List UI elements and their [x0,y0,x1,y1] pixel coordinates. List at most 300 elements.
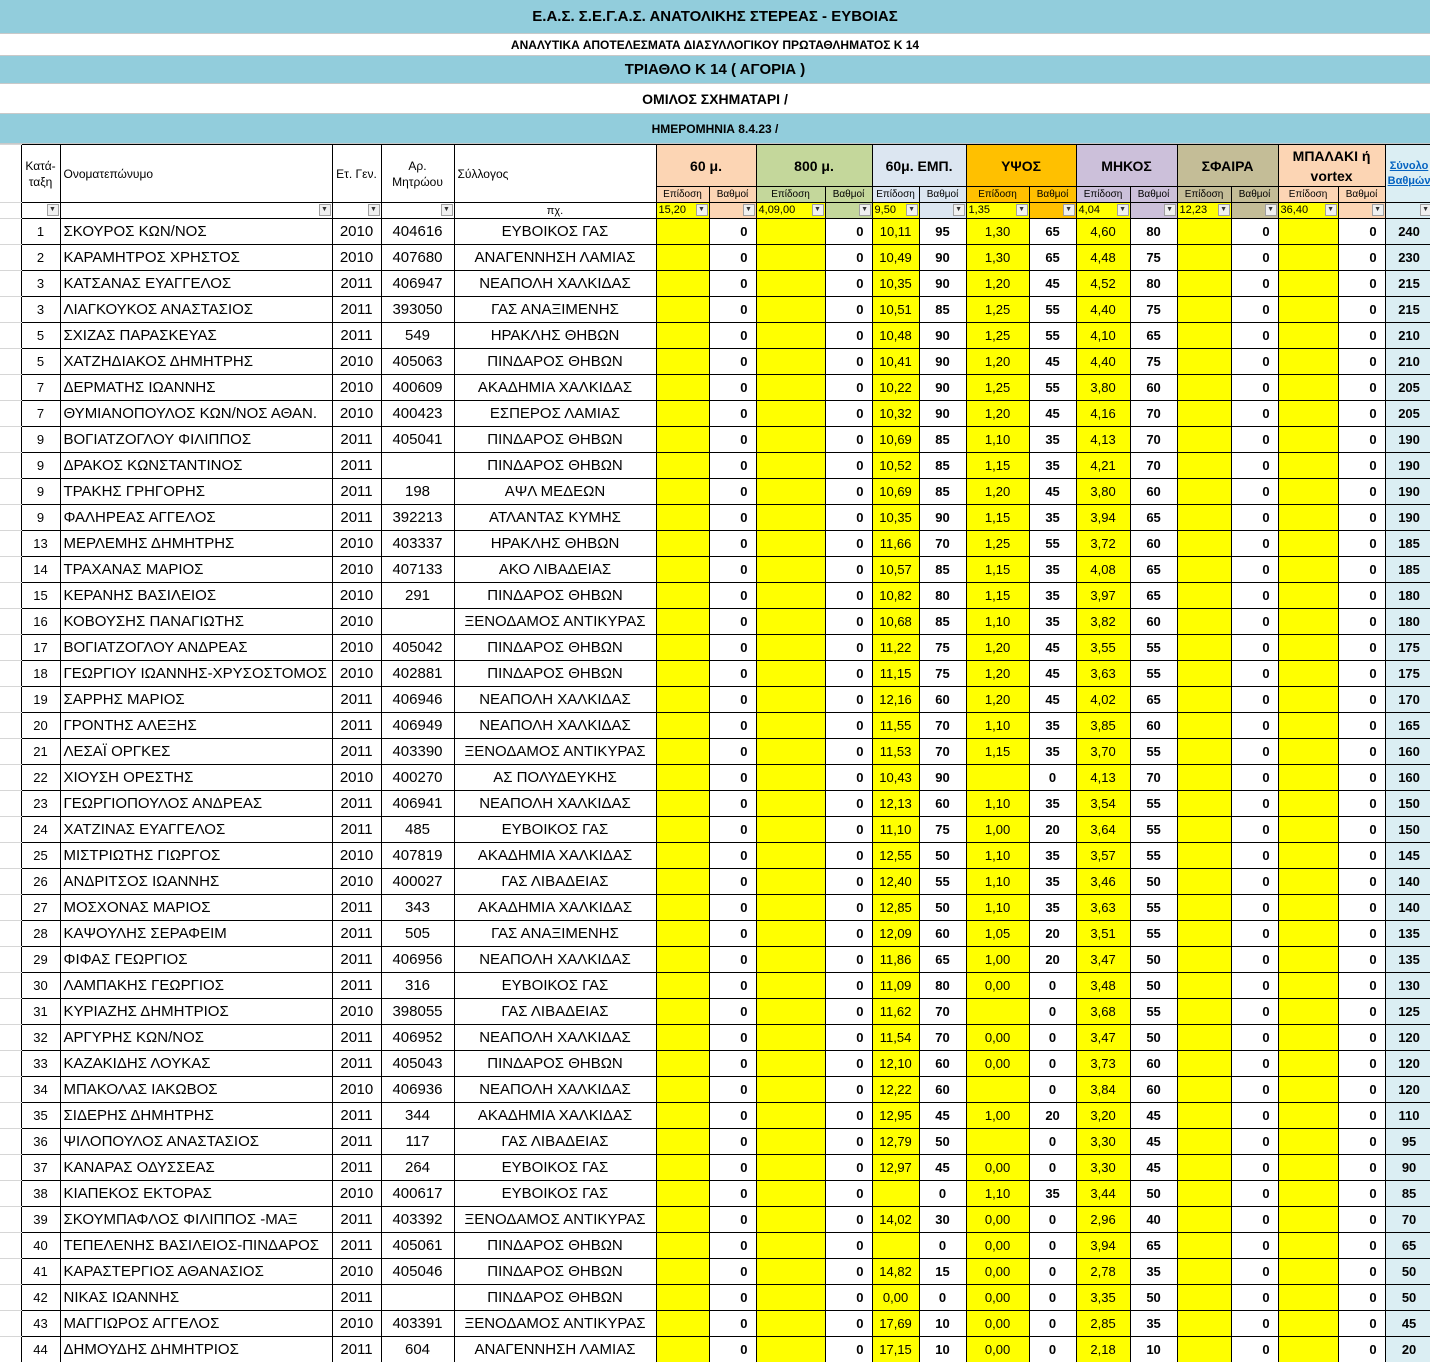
pts-lj-cell[interactable]: 55 [1130,739,1177,765]
perf-lj-cell[interactable]: 4,13 [1076,765,1130,791]
perf-60h-cell[interactable] [872,1233,919,1259]
reg-cell[interactable]: 406947 [381,271,454,297]
club-cell[interactable]: ΞΕΝΟΔΑΜΟΣ ΑΝΤΙΚΥΡΑΣ [454,609,656,635]
rank-cell[interactable]: 30 [21,973,60,999]
pts-bl-cell[interactable]: 0 [1338,271,1385,297]
total-cell[interactable]: 70 [1385,1207,1430,1233]
pts-60h-cell[interactable]: 50 [919,843,966,869]
pts-60h-cell[interactable]: 60 [919,1051,966,1077]
name-cell[interactable]: ΣΚΟΥΡΟΣ ΚΩΝ/ΝΟΣ [60,219,332,245]
perf-hj-cell[interactable]: 1,00 [966,947,1029,973]
rank-cell[interactable]: 9 [21,427,60,453]
pts-bl-cell[interactable]: 0 [1338,739,1385,765]
perf-60h-cell[interactable]: 12,16 [872,687,919,713]
filter-bl-pts[interactable] [1338,203,1385,219]
perf-lj-cell[interactable]: 4,21 [1076,453,1130,479]
perf-800-cell[interactable] [756,297,825,323]
perf-800-cell[interactable] [756,323,825,349]
name-cell[interactable]: ΔΕΡΜΑΤΗΣ ΙΩΑΝΝΗΣ [60,375,332,401]
pts-lj-cell[interactable]: 65 [1130,687,1177,713]
perf-bl-cell[interactable] [1278,947,1338,973]
rank-cell[interactable]: 34 [21,1077,60,1103]
pts-hj-cell[interactable]: 0 [1029,1233,1076,1259]
pts-bl-cell[interactable]: 0 [1338,427,1385,453]
dropdown-arrow-icon[interactable]: ▼ [953,204,965,216]
total-cell[interactable]: 190 [1385,479,1430,505]
perf-sp-cell[interactable] [1177,349,1231,375]
club-cell[interactable]: ΝΕΑΠΟΛΗ ΧΑΛΚΙΔΑΣ [454,947,656,973]
perf-bl-cell[interactable] [1278,297,1338,323]
perf-bl-cell[interactable] [1278,1051,1338,1077]
rank-cell[interactable]: 7 [21,375,60,401]
pts-60h-cell[interactable]: 70 [919,999,966,1025]
name-cell[interactable]: ΓΕΩΡΓΙΟΠΟΥΛΟΣ ΑΝΔΡΕΑΣ [60,791,332,817]
pts-60-cell[interactable]: 0 [709,1311,756,1337]
perf-hj-cell[interactable]: 0,00 [966,1051,1029,1077]
perf-bl-cell[interactable] [1278,1025,1338,1051]
rank-cell[interactable]: 9 [21,453,60,479]
total-cell[interactable]: 50 [1385,1285,1430,1311]
perf-hj-cell[interactable]: 0,00 [966,1259,1029,1285]
pts-60h-cell[interactable]: 90 [919,349,966,375]
reg-cell[interactable]: 405042 [381,635,454,661]
year-cell[interactable]: 2011 [332,973,381,999]
pts-60h-cell[interactable]: 60 [919,791,966,817]
filter-sp-pts[interactable] [1231,203,1278,219]
total-cell[interactable]: 185 [1385,531,1430,557]
perf-lj-cell[interactable]: 2,96 [1076,1207,1130,1233]
perf-hj-cell[interactable]: 1,25 [966,297,1029,323]
perf-sp-cell[interactable] [1177,453,1231,479]
perf-800-cell[interactable] [756,453,825,479]
perf-800-cell[interactable] [756,531,825,557]
perf-60-cell[interactable] [656,245,709,271]
pts-hj-cell[interactable]: 55 [1029,323,1076,349]
perf-bl-cell[interactable] [1278,817,1338,843]
reg-cell[interactable]: 549 [381,323,454,349]
name-cell[interactable]: ΒΟΓΙΑΤΖΟΓΛΟΥ ΑΝΔΡΕΑΣ [60,635,332,661]
total-cell[interactable]: 85 [1385,1181,1430,1207]
rank-cell[interactable]: 9 [21,479,60,505]
year-cell[interactable]: 2011 [332,1233,381,1259]
pts-sp-cell[interactable]: 0 [1231,687,1278,713]
perf-hj-cell[interactable]: 1,10 [966,869,1029,895]
pts-bl-cell[interactable]: 0 [1338,921,1385,947]
perf-sp-cell[interactable] [1177,661,1231,687]
perf-800-cell[interactable] [756,1337,825,1362]
pts-sp-cell[interactable]: 0 [1231,1259,1278,1285]
pts-lj-cell[interactable]: 60 [1130,1077,1177,1103]
perf-hj-cell[interactable]: 1,15 [966,453,1029,479]
pts-hj-cell[interactable]: 35 [1029,453,1076,479]
total-cell[interactable]: 215 [1385,271,1430,297]
name-cell[interactable]: ΛΑΜΠΑΚΗΣ ΓΕΩΡΓΙΟΣ [60,973,332,999]
perf-bl-cell[interactable] [1278,661,1338,687]
perf-hj-cell[interactable]: 1,25 [966,323,1029,349]
pts-bl-cell[interactable]: 0 [1338,661,1385,687]
perf-800-cell[interactable] [756,635,825,661]
name-cell[interactable]: ΛΙΑΓΚΟΥΚΟΣ ΑΝΑΣΤΑΣΙΟΣ [60,297,332,323]
name-cell[interactable]: ΧΑΤΖΗΔΙΑΚΟΣ ΔΗΜΗΤΡΗΣ [60,349,332,375]
reg-cell[interactable]: 403390 [381,739,454,765]
pts-hj-cell[interactable]: 55 [1029,531,1076,557]
pts-bl-cell[interactable]: 0 [1338,947,1385,973]
pts-sp-cell[interactable]: 0 [1231,349,1278,375]
perf-800-cell[interactable] [756,713,825,739]
club-cell[interactable]: ΝΕΑΠΟΛΗ ΧΑΛΚΙΔΑΣ [454,713,656,739]
pts-800-cell[interactable]: 0 [825,1077,872,1103]
perf-800-cell[interactable] [756,739,825,765]
perf-60-cell[interactable] [656,1051,709,1077]
pts-hj-cell[interactable]: 20 [1029,947,1076,973]
name-cell[interactable]: ΣΚΟΥΜΠΑΦΛΟΣ ΦΙΛΙΠΠΟΣ -ΜΑΞ [60,1207,332,1233]
pts-800-cell[interactable]: 0 [825,1337,872,1362]
perf-800-cell[interactable] [756,1207,825,1233]
pts-800-cell[interactable]: 0 [825,1285,872,1311]
perf-lj-cell[interactable]: 3,57 [1076,843,1130,869]
pts-sp-cell[interactable]: 0 [1231,557,1278,583]
pts-60h-cell[interactable]: 75 [919,661,966,687]
pts-60-cell[interactable]: 0 [709,427,756,453]
pts-sp-cell[interactable]: 0 [1231,1207,1278,1233]
filter-hj-perf[interactable] [966,203,1029,219]
pts-sp-cell[interactable]: 0 [1231,245,1278,271]
total-cell[interactable]: 120 [1385,1051,1430,1077]
year-cell[interactable]: 2011 [332,921,381,947]
pts-60-cell[interactable]: 0 [709,245,756,271]
perf-60h-cell[interactable]: 10,22 [872,375,919,401]
perf-bl-cell[interactable] [1278,1207,1338,1233]
year-cell[interactable]: 2011 [332,817,381,843]
perf-lj-cell[interactable]: 2,78 [1076,1259,1130,1285]
pts-800-cell[interactable]: 0 [825,505,872,531]
pts-sp-cell[interactable]: 0 [1231,921,1278,947]
name-cell[interactable]: ΑΝΔΡΙΤΣΟΣ ΙΩΑΝΝΗΣ [60,869,332,895]
year-cell[interactable]: 2010 [332,869,381,895]
pts-60h-cell[interactable]: 10 [919,1311,966,1337]
name-cell[interactable]: ΛΕΣΑΪ ΟΡΓΚΕΣ [60,739,332,765]
perf-60h-cell[interactable]: 10,49 [872,245,919,271]
perf-800-cell[interactable] [756,1285,825,1311]
perf-800-cell[interactable] [756,1129,825,1155]
pts-60h-cell[interactable]: 15 [919,1259,966,1285]
club-cell[interactable]: ΓΑΣ ΑΝΑΞΙΜΕΝΗΣ [454,297,656,323]
pts-sp-cell[interactable]: 0 [1231,1285,1278,1311]
pts-60-cell[interactable]: 0 [709,323,756,349]
perf-800-cell[interactable] [756,479,825,505]
rank-cell[interactable]: 5 [21,323,60,349]
filter-60-perf[interactable] [656,203,709,219]
filter-sp-perf[interactable] [1177,203,1231,219]
reg-cell[interactable]: 400270 [381,765,454,791]
perf-lj-cell[interactable]: 3,47 [1076,947,1130,973]
pts-lj-cell[interactable]: 60 [1130,479,1177,505]
perf-lj-cell[interactable]: 3,47 [1076,1025,1130,1051]
perf-sp-cell[interactable] [1177,817,1231,843]
name-cell[interactable]: ΦΙΦΑΣ ΓΕΩΡΓΙΟΣ [60,947,332,973]
reg-cell[interactable]: 403391 [381,1311,454,1337]
pts-sp-cell[interactable]: 0 [1231,947,1278,973]
pts-bl-cell[interactable]: 0 [1338,1103,1385,1129]
pts-lj-cell[interactable]: 70 [1130,427,1177,453]
year-cell[interactable]: 2010 [332,661,381,687]
name-cell[interactable]: ΚΑΤΣΑΝΑΣ ΕΥΑΓΓΕΛΟΣ [60,271,332,297]
dropdown-arrow-icon[interactable]: ▼ [743,204,755,216]
rank-cell[interactable]: 22 [21,765,60,791]
pts-60-cell[interactable]: 0 [709,661,756,687]
perf-lj-cell[interactable]: 3,48 [1076,973,1130,999]
pts-60-cell[interactable]: 0 [709,1285,756,1311]
perf-60h-cell[interactable]: 11,54 [872,1025,919,1051]
perf-60h-cell[interactable]: 11,15 [872,661,919,687]
pts-lj-cell[interactable]: 55 [1130,921,1177,947]
reg-cell[interactable]: 406956 [381,947,454,973]
total-cell[interactable]: 175 [1385,661,1430,687]
perf-lj-cell[interactable]: 3,30 [1076,1155,1130,1181]
rank-cell[interactable]: 29 [21,947,60,973]
total-cell[interactable]: 120 [1385,1077,1430,1103]
pts-60-cell[interactable]: 0 [709,1337,756,1362]
pts-lj-cell[interactable]: 40 [1130,1207,1177,1233]
perf-lj-cell[interactable]: 3,94 [1076,1233,1130,1259]
perf-lj-cell[interactable]: 3,68 [1076,999,1130,1025]
year-cell[interactable]: 2011 [332,1155,381,1181]
reg-cell[interactable]: 264 [381,1155,454,1181]
pts-sp-cell[interactable]: 0 [1231,739,1278,765]
perf-60-cell[interactable] [656,297,709,323]
pts-sp-cell[interactable]: 0 [1231,895,1278,921]
rank-cell[interactable]: 5 [21,349,60,375]
perf-60-cell[interactable] [656,583,709,609]
reg-cell[interactable]: 393050 [381,297,454,323]
name-cell[interactable]: ΜΑΓΓΙΩΡΟΣ ΑΓΓΕΛΟΣ [60,1311,332,1337]
pts-60h-cell[interactable]: 50 [919,1129,966,1155]
name-cell[interactable]: ΤΕΠΕΛΕΝΗΣ ΒΑΣΙΛΕΙΟΣ-ΠΙΝΔΑΡΟΣ [60,1233,332,1259]
perf-800-cell[interactable] [756,1311,825,1337]
perf-800-cell[interactable] [756,765,825,791]
club-cell[interactable]: ΠΙΝΔΑΡΟΣ ΘΗΒΩΝ [454,1259,656,1285]
perf-60h-cell[interactable]: 11,22 [872,635,919,661]
perf-60-cell[interactable] [656,1311,709,1337]
perf-bl-cell[interactable] [1278,869,1338,895]
pts-bl-cell[interactable]: 0 [1338,999,1385,1025]
total-cell[interactable]: 170 [1385,687,1430,713]
pts-hj-cell[interactable]: 35 [1029,505,1076,531]
year-cell[interactable]: 2010 [332,219,381,245]
perf-hj-cell[interactable]: 0,00 [966,1155,1029,1181]
club-cell[interactable]: ΕΥΒΟΙΚΟΣ ΓΑΣ [454,973,656,999]
year-cell[interactable]: 2010 [332,999,381,1025]
reg-cell[interactable]: 117 [381,1129,454,1155]
perf-hj-cell[interactable]: 1,05 [966,921,1029,947]
dropdown-arrow-icon[interactable]: ▼ [441,204,453,216]
pts-sp-cell[interactable]: 0 [1231,1025,1278,1051]
perf-hj-cell[interactable]: 1,00 [966,1103,1029,1129]
pts-lj-cell[interactable]: 75 [1130,297,1177,323]
pts-bl-cell[interactable]: 0 [1338,349,1385,375]
club-cell[interactable]: ΑΚΑΔΗΜΙΑ ΧΑΛΚΙΔΑΣ [454,1103,656,1129]
total-cell[interactable]: 150 [1385,791,1430,817]
year-cell[interactable]: 2011 [332,427,381,453]
perf-bl-cell[interactable] [1278,271,1338,297]
pts-60h-cell[interactable]: 30 [919,1207,966,1233]
perf-800-cell[interactable] [756,557,825,583]
pts-hj-cell[interactable]: 0 [1029,973,1076,999]
name-cell[interactable]: ΚΟΒΟΥΣΗΣ ΠΑΝΑΓΙΩΤΗΣ [60,609,332,635]
name-cell[interactable]: ΚΙΑΠΕΚΟΣ ΕΚΤΟΡΑΣ [60,1181,332,1207]
year-cell[interactable]: 2011 [332,1103,381,1129]
rank-cell[interactable]: 37 [21,1155,60,1181]
perf-800-cell[interactable] [756,1181,825,1207]
pts-60h-cell[interactable]: 85 [919,609,966,635]
perf-800-cell[interactable] [756,1025,825,1051]
perf-60h-cell[interactable]: 12,85 [872,895,919,921]
pts-sp-cell[interactable]: 0 [1231,271,1278,297]
total-cell[interactable]: 205 [1385,375,1430,401]
perf-hj-cell[interactable]: 1,15 [966,557,1029,583]
rank-cell[interactable]: 39 [21,1207,60,1233]
year-cell[interactable]: 2010 [332,1259,381,1285]
name-cell[interactable]: ΘΥΜΙΑΝΟΠΟΥΛΟΣ ΚΩΝ/ΝΟΣ ΑΘΑΝ. [60,401,332,427]
perf-hj-cell[interactable] [966,765,1029,791]
total-cell[interactable]: 95 [1385,1129,1430,1155]
total-cell[interactable]: 135 [1385,921,1430,947]
club-cell[interactable]: ΝΕΑΠΟΛΗ ΧΑΛΚΙΔΑΣ [454,687,656,713]
reg-cell[interactable]: 404616 [381,219,454,245]
pts-hj-cell[interactable]: 45 [1029,687,1076,713]
year-cell[interactable]: 2011 [332,297,381,323]
dropdown-arrow-icon[interactable]: ▼ [47,204,59,216]
pts-800-cell[interactable]: 0 [825,1025,872,1051]
pts-lj-cell[interactable]: 45 [1130,1129,1177,1155]
perf-60-cell[interactable] [656,973,709,999]
pts-sp-cell[interactable]: 0 [1231,1233,1278,1259]
perf-800-cell[interactable] [756,817,825,843]
perf-sp-cell[interactable] [1177,1285,1231,1311]
pts-sp-cell[interactable]: 0 [1231,1155,1278,1181]
perf-hj-cell[interactable]: 0,00 [966,1233,1029,1259]
perf-sp-cell[interactable] [1177,245,1231,271]
rank-cell[interactable]: 44 [21,1337,60,1362]
perf-bl-cell[interactable] [1278,375,1338,401]
perf-60h-cell[interactable]: 11,53 [872,739,919,765]
pts-lj-cell[interactable]: 65 [1130,1233,1177,1259]
perf-bl-cell[interactable] [1278,895,1338,921]
perf-60-cell[interactable] [656,375,709,401]
perf-60h-cell[interactable]: 10,48 [872,323,919,349]
reg-cell[interactable]: 405061 [381,1233,454,1259]
perf-sp-cell[interactable] [1177,505,1231,531]
perf-sp-cell[interactable] [1177,1025,1231,1051]
dropdown-arrow-icon[interactable]: ▼ [812,204,824,216]
pts-hj-cell[interactable]: 35 [1029,869,1076,895]
total-cell[interactable]: 165 [1385,713,1430,739]
perf-60-cell[interactable] [656,1259,709,1285]
club-cell[interactable]: ΑΨΛ ΜΕΔΕΩΝ [454,479,656,505]
pts-bl-cell[interactable]: 0 [1338,635,1385,661]
rank-cell[interactable]: 31 [21,999,60,1025]
club-cell[interactable]: ΠΙΝΔΑΡΟΣ ΘΗΒΩΝ [454,427,656,453]
perf-hj-cell[interactable]: 1,25 [966,531,1029,557]
pts-60-cell[interactable]: 0 [709,947,756,973]
year-cell[interactable]: 2010 [332,557,381,583]
club-cell[interactable]: ΑΚΟ ΛΙΒΑΔΕΙΑΣ [454,557,656,583]
rank-cell[interactable]: 15 [21,583,60,609]
total-cell[interactable]: 90 [1385,1155,1430,1181]
perf-60-cell[interactable] [656,1207,709,1233]
perf-lj-cell[interactable]: 2,18 [1076,1337,1130,1362]
perf-60h-cell[interactable]: 10,69 [872,479,919,505]
pts-800-cell[interactable]: 0 [825,1103,872,1129]
club-cell[interactable]: ΑΚΑΔΗΜΙΑ ΧΑΛΚΙΔΑΣ [454,375,656,401]
pts-bl-cell[interactable]: 0 [1338,687,1385,713]
pts-800-cell[interactable]: 0 [825,973,872,999]
perf-60h-cell[interactable]: 10,41 [872,349,919,375]
perf-bl-cell[interactable] [1278,1233,1338,1259]
pts-hj-cell[interactable]: 0 [1029,1285,1076,1311]
perf-sp-cell[interactable] [1177,323,1231,349]
pts-60h-cell[interactable]: 60 [919,1077,966,1103]
perf-bl-cell[interactable] [1278,401,1338,427]
reg-cell[interactable]: 406949 [381,713,454,739]
filter-lj-pts[interactable] [1130,203,1177,219]
pts-800-cell[interactable]: 0 [825,453,872,479]
club-cell[interactable]: ΑΣ ΠΟΛΥΔΕΥΚΗΣ [454,765,656,791]
reg-cell[interactable]: 406941 [381,791,454,817]
pts-bl-cell[interactable]: 0 [1338,895,1385,921]
club-cell[interactable]: ΗΡΑΚΛΗΣ ΘΗΒΩΝ [454,531,656,557]
total-cell[interactable]: 50 [1385,1259,1430,1285]
reg-cell[interactable]: 400617 [381,1181,454,1207]
perf-sp-cell[interactable] [1177,479,1231,505]
club-cell[interactable]: ΑΚΑΔΗΜΙΑ ΧΑΛΚΙΔΑΣ [454,895,656,921]
perf-sp-cell[interactable] [1177,1181,1231,1207]
pts-hj-cell[interactable]: 35 [1029,791,1076,817]
perf-60h-cell[interactable]: 10,52 [872,453,919,479]
filter-hj-pts[interactable] [1029,203,1076,219]
rank-cell[interactable]: 7 [21,401,60,427]
pts-sp-cell[interactable]: 0 [1231,583,1278,609]
filter-rank[interactable] [21,203,60,219]
pts-bl-cell[interactable]: 0 [1338,323,1385,349]
year-cell[interactable]: 2010 [332,375,381,401]
perf-60-cell[interactable] [656,947,709,973]
perf-hj-cell[interactable]: 1,10 [966,843,1029,869]
pts-800-cell[interactable]: 0 [825,817,872,843]
dropdown-arrow-icon[interactable]: ▼ [1265,204,1277,216]
club-cell[interactable]: ΠΙΝΔΑΡΟΣ ΘΗΒΩΝ [454,1051,656,1077]
pts-lj-cell[interactable]: 55 [1130,635,1177,661]
name-cell[interactable]: ΜΙΣΤΡΙΩΤΗΣ ΓΙΩΡΓΟΣ [60,843,332,869]
perf-hj-cell[interactable]: 0,00 [966,1285,1029,1311]
dropdown-arrow-icon[interactable]: ▼ [859,204,871,216]
perf-60-cell[interactable] [656,765,709,791]
pts-lj-cell[interactable]: 80 [1130,271,1177,297]
total-cell[interactable]: 180 [1385,583,1430,609]
perf-60-cell[interactable] [656,843,709,869]
pts-lj-cell[interactable]: 60 [1130,375,1177,401]
perf-60-cell[interactable] [656,791,709,817]
pts-60h-cell[interactable]: 80 [919,973,966,999]
filter-60h-pts[interactable] [919,203,966,219]
pts-60h-cell[interactable]: 70 [919,1025,966,1051]
perf-bl-cell[interactable] [1278,479,1338,505]
name-cell[interactable]: ΑΡΓΥΡΗΣ ΚΩΝ/ΝΟΣ [60,1025,332,1051]
name-cell[interactable]: ΚΑΡΑΣΤΕΡΓΙΟΣ ΑΘΑΝΑΣΙΟΣ [60,1259,332,1285]
perf-lj-cell[interactable]: 4,40 [1076,349,1130,375]
perf-bl-cell[interactable] [1278,1103,1338,1129]
pts-lj-cell[interactable]: 65 [1130,583,1177,609]
